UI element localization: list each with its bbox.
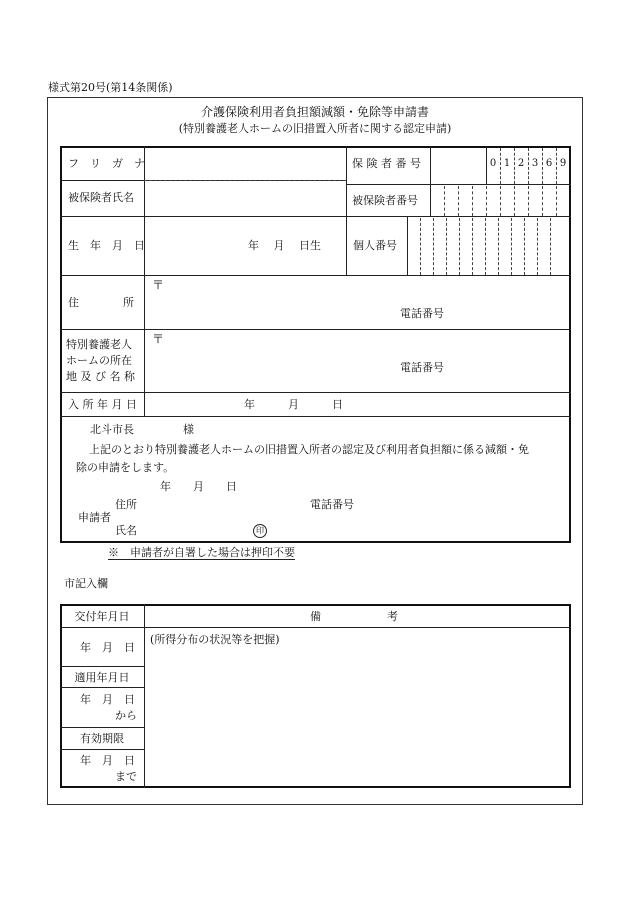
facility-input[interactable] — [148, 332, 568, 390]
rule — [144, 146, 145, 416]
birth-date-value[interactable]: 年 月 日生 — [248, 239, 321, 252]
personal-number-input[interactable] — [409, 218, 569, 273]
postal-mark: 〒 — [152, 278, 165, 292]
facility-label-line1: 特別養護老人 — [66, 338, 132, 351]
rule — [60, 329, 571, 330]
rule — [346, 184, 571, 185]
issue-date-header: 交付年月日 — [74, 610, 130, 623]
insurer-digit: 3 — [531, 158, 539, 169]
admission-date-value[interactable]: 年 月 日 — [244, 398, 343, 411]
validity-until-date[interactable]: 年 月 日 — [80, 754, 135, 767]
facility-postal-mark: 〒 — [152, 332, 165, 346]
address-input[interactable] — [148, 278, 568, 326]
rule — [60, 216, 571, 217]
insurer-digit: 1 — [503, 158, 511, 169]
insured-number-label: 被保険者番号 — [352, 194, 418, 207]
addressee: 北斗市長 — [90, 423, 134, 436]
form-subtitle: (特別養護老人ホームの旧措置入所者に関する認定申請) — [178, 122, 452, 135]
furigana-input[interactable] — [148, 150, 342, 178]
rule — [60, 666, 144, 667]
rule — [144, 604, 145, 788]
application-date[interactable]: 年 月 日 — [160, 480, 237, 493]
validity-label: 有効期限 — [80, 732, 124, 745]
rule — [60, 275, 571, 276]
insurer-digit: 0 — [489, 158, 497, 169]
facility-label-line2: ホームの所在 — [66, 354, 132, 367]
applied-from-date[interactable]: 年 月 日 — [80, 693, 135, 706]
facility-label-line3: 地 及 び 名 称 — [66, 370, 135, 383]
rule — [60, 416, 571, 417]
address-label: 住 所 — [68, 296, 134, 309]
form-id: 様式第20号(第14条関係) — [48, 81, 173, 94]
insured-name-input[interactable] — [148, 184, 342, 214]
validity-until-suffix: まで — [115, 770, 137, 783]
applied-date-label: 適用年月日 — [74, 671, 130, 684]
applicant-label: 申請者 — [78, 511, 111, 524]
insurer-digit: 9 — [559, 158, 567, 169]
declaration-line1: 上記のとおり特別養護老人ホームの旧措置入所者の認定及び利用者負担額に係る減額・免 — [89, 443, 529, 456]
furigana-separator — [144, 180, 346, 181]
admission-date-label: 入 所 年 月 日 — [68, 398, 137, 411]
remarks-header: 備 考 — [310, 610, 398, 623]
rule — [60, 687, 144, 688]
office-section-label: 市記入欄 — [64, 577, 108, 590]
rule — [60, 627, 571, 628]
form-title: 介護保険利用者負担額減額・免除等申請書 — [200, 105, 429, 119]
rule — [407, 216, 408, 275]
remarks-note: (所得分布の状況等を把握) — [150, 633, 280, 646]
applied-from-suffix: から — [115, 709, 137, 722]
rule — [60, 749, 144, 750]
seal-icon: 印 — [253, 524, 267, 538]
address-phone-label: 電話番号 — [400, 307, 444, 320]
rule — [346, 216, 347, 275]
rule — [60, 392, 571, 393]
rule — [60, 727, 144, 728]
remarks-input[interactable] — [148, 630, 568, 785]
insurer-digit: 2 — [517, 158, 525, 169]
honorific: 様 — [183, 423, 194, 436]
personal-number-label: 個人番号 — [353, 239, 397, 252]
insured-name-label: 被保険者氏名 — [68, 191, 134, 204]
facility-phone-label: 電話番号 — [400, 361, 444, 374]
insurer-number-label: 保 険 者 番 号 — [352, 157, 421, 170]
applicant-address-label: 住所 — [115, 498, 137, 511]
rule — [346, 146, 347, 216]
issue-date-value[interactable]: 年 月 日 — [80, 641, 135, 654]
seal-note: ※ 申請者が自署した場合は押印不要 — [108, 546, 295, 559]
applicant-phone-label: 電話番号 — [310, 498, 354, 511]
declaration-line2: 除の申請をします。 — [76, 461, 175, 474]
rule — [430, 146, 431, 216]
insurer-digit: 6 — [545, 158, 553, 169]
applicant-name-label: 氏名 — [115, 524, 137, 537]
furigana-label: フ リ ガ ナ — [68, 157, 145, 170]
insured-number-input[interactable] — [432, 186, 569, 214]
birth-date-label: 生 年 月 日 — [68, 239, 145, 252]
